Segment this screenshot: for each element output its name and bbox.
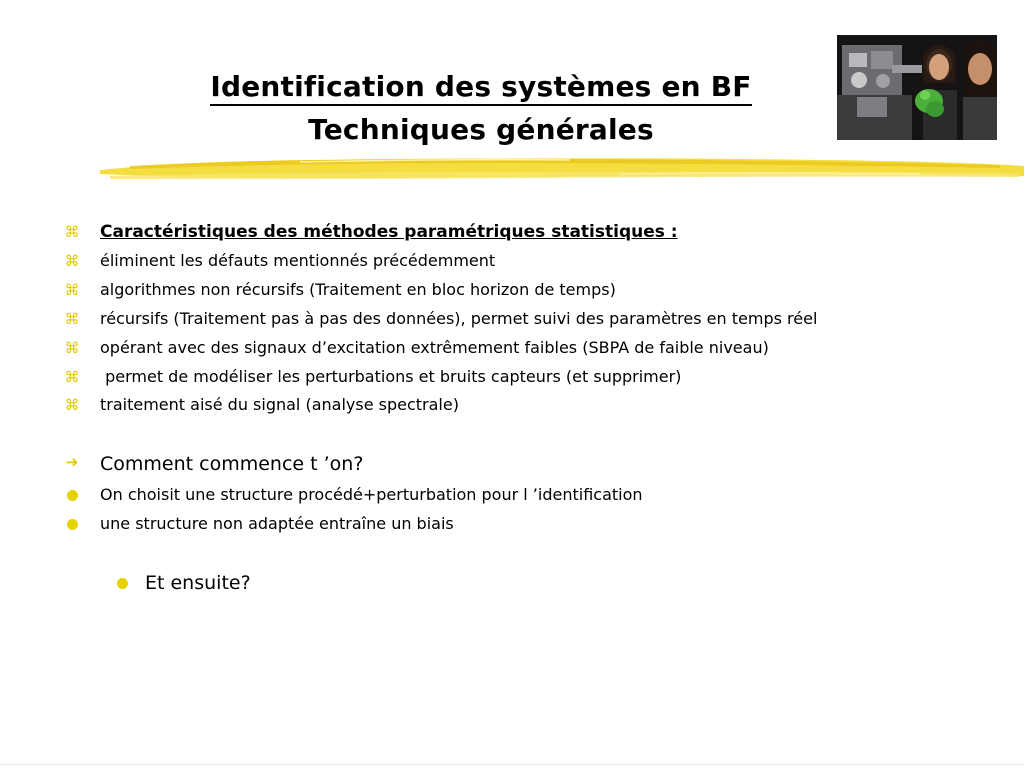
arrow-right-icon: ➔ — [65, 453, 79, 471]
command-key-bullet-icon: ⌘ — [64, 339, 80, 357]
bullet-text: opérant avec des signaux d’excitation extrêmement faibles (SBPA de faible niveau) — [100, 338, 769, 357]
title-line-2: Techniques générales — [308, 113, 654, 146]
command-key-bullet-icon: ⌘ — [64, 223, 80, 241]
command-key-bullet-icon: ⌘ — [64, 310, 80, 328]
bullet-text: On choisit une structure procédé+perturbation pour l ’identification — [100, 485, 643, 504]
title-line-1: Identification des systèmes en BF — [210, 70, 751, 106]
bullet-text: algorithmes non récursifs (Traitement en bloc horizon de temps) — [100, 280, 616, 299]
section-heading: Caractéristiques des méthodes paramétriques statistiques : — [100, 222, 678, 242]
command-key-bullet-icon: ⌘ — [64, 396, 80, 414]
command-key-bullet-icon: ⌘ — [64, 368, 80, 386]
section-question: Comment commence t ’on? — [100, 453, 364, 475]
bullet-text: une structure non adaptée entraîne un biais — [100, 514, 454, 533]
dot-bullet-icon — [62, 513, 82, 536]
slide-title — [0, 66, 962, 147]
dot-bullet-icon — [112, 571, 132, 595]
bullet-text: traitement aisé du signal (analyse spectrale) — [100, 395, 459, 414]
command-key-bullet-icon: ⌘ — [64, 252, 80, 270]
robot-and-people-photo-icon — [837, 35, 997, 140]
yellow-brush-stroke-divider — [100, 150, 1024, 186]
bullet-text: Et ensuite? — [145, 572, 251, 594]
bullet-text: récursifs (Traitement pas à pas des données), permet suivi des paramètres en temps réel — [100, 309, 818, 328]
dot-bullet-icon — [62, 484, 82, 507]
bullet-text: permet de modéliser les perturbations et bruits capteurs (et supprimer) — [100, 367, 682, 386]
bullet-text: éliminent les défauts mentionnés précédemment — [100, 251, 496, 270]
footer-divider — [0, 764, 1024, 765]
command-key-bullet-icon: ⌘ — [64, 281, 80, 299]
